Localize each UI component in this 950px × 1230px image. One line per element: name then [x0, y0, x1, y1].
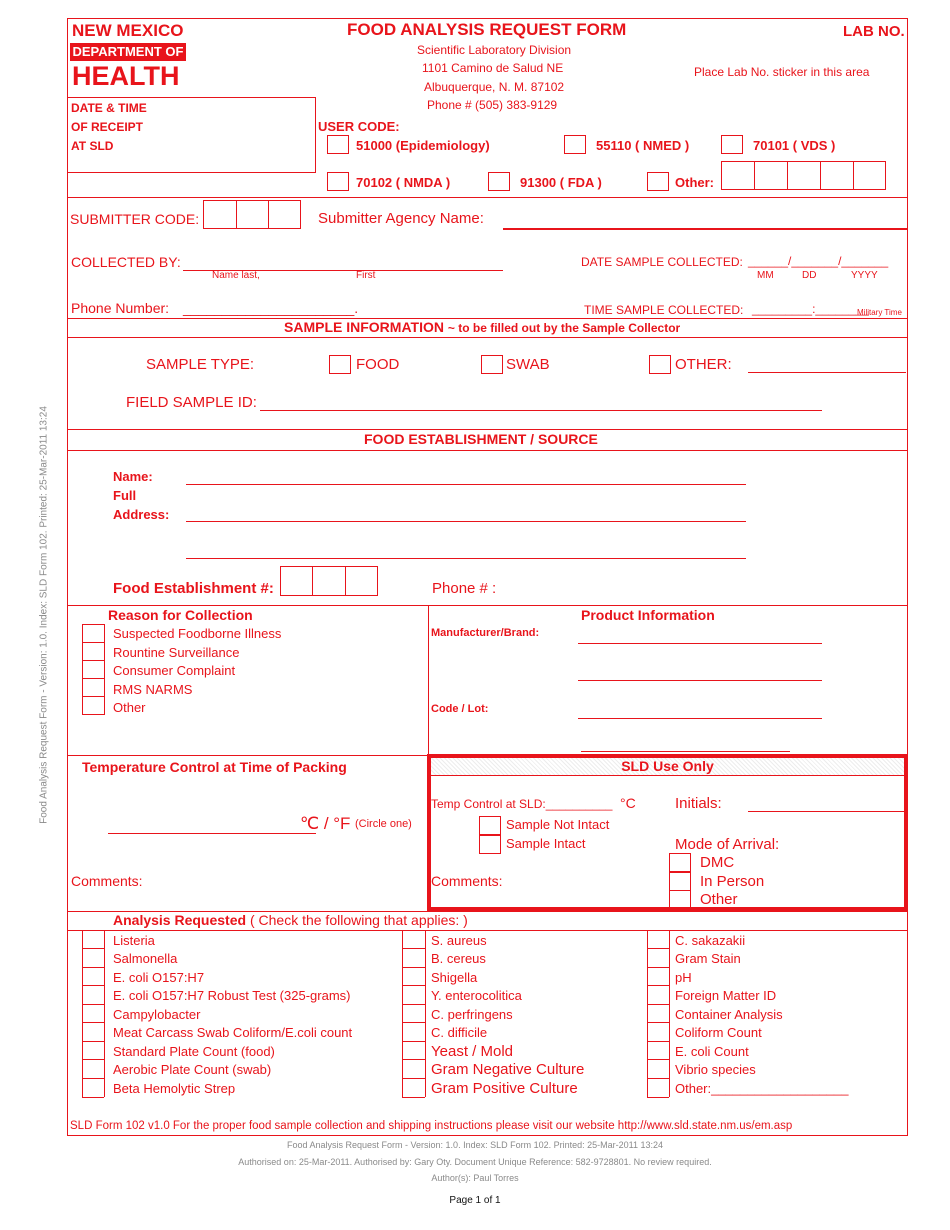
- date-collected-input[interactable]: ______/_______/_______: [748, 254, 889, 268]
- submitter-code-label: SUBMITTER CODE:: [70, 211, 200, 227]
- division-name: Scientific Laboratory Division: [417, 43, 572, 57]
- time-collected-input[interactable]: _________:________: [752, 302, 869, 316]
- name-last-hint: Name last,: [212, 270, 260, 281]
- analysis-option: Salmonella: [113, 951, 178, 966]
- analysis-option: Y. enterocolitica: [431, 988, 522, 1003]
- sample-type-other-checkbox[interactable]: [649, 355, 671, 374]
- temperature-heading: Temperature Control at Time of Packing: [82, 759, 347, 775]
- sample-info-subtitle: ~ to be filled out by the Sample Collector: [447, 321, 681, 335]
- phone-number-input[interactable]: ______________________.: [183, 300, 359, 316]
- address-line2: Albuquerque, N. M. 87102: [424, 80, 565, 94]
- analysis-option: C. difficile: [431, 1025, 488, 1040]
- collected-by-label: COLLECTED BY:: [71, 254, 181, 270]
- establishment-address-input-2[interactable]: [186, 558, 746, 559]
- submitter-agency-input[interactable]: [503, 228, 908, 230]
- phone-number-label: Phone Number:: [71, 300, 170, 316]
- print-meta: Food Analysis Request Form - Version: 1.0. Index: SLD Form 102. Printed: 25-Mar-2011 13:24: [286, 1140, 664, 1150]
- user-code-51000-checkbox[interactable]: [327, 135, 349, 154]
- sld-initials-label: Initials:: [675, 795, 722, 812]
- code-lot-input-2[interactable]: [581, 751, 790, 752]
- analysis-subtitle: ( Check the following that applies: ): [249, 912, 468, 928]
- analysis-option: Listeria: [113, 933, 155, 948]
- product-heading: Product Information: [581, 607, 715, 623]
- user-code-70101-label: 70101 ( VDS ): [753, 138, 836, 153]
- reason-checkbox-3[interactable]: [82, 660, 105, 679]
- mode-other-label: Other: [700, 891, 738, 908]
- state-name: NEW MEXICO: [72, 21, 184, 40]
- sample-type-other-input[interactable]: [748, 372, 906, 373]
- manufacturer-input[interactable]: [578, 643, 822, 644]
- reason-item: Rountine Surveillance: [113, 645, 240, 660]
- page-number: Page 1 of 1: [449, 1195, 501, 1206]
- analysis-option: Other:___________________: [675, 1081, 849, 1096]
- user-code-other-field[interactable]: [721, 161, 886, 190]
- temperature-units[interactable]: ℃ / °F: [300, 814, 351, 833]
- mode-in-person-checkbox[interactable]: [669, 872, 691, 891]
- sample-not-intact-label: Sample Not Intact: [506, 817, 610, 832]
- reason-item: Suspected Foodborne Illness: [113, 626, 282, 641]
- temperature-comments-label: Comments:: [71, 873, 143, 889]
- sample-info-heading: [284, 319, 680, 335]
- mode-other-checkbox[interactable]: [669, 890, 691, 909]
- mode-of-arrival-label: Mode of Arrival:: [675, 836, 780, 853]
- military-time-hint: Military Time: [857, 308, 902, 317]
- sample-type-swab-checkbox[interactable]: [481, 355, 503, 374]
- receipt-line2: OF RECEIPT: [71, 120, 144, 134]
- field-sample-id-label: FIELD SAMPLE ID:: [126, 394, 257, 411]
- analysis-option: Foreign Matter ID: [675, 988, 777, 1003]
- establishment-heading: FOOD ESTABLISHMENT / SOURCE: [364, 431, 598, 447]
- user-code-70102-checkbox[interactable]: [327, 172, 349, 191]
- analysis-option: Standard Plate Count (food): [113, 1044, 275, 1059]
- temperature-input[interactable]: [108, 833, 316, 834]
- mm-hint: MM: [757, 270, 774, 281]
- sample-info-title: SAMPLE INFORMATION: [284, 319, 444, 335]
- analysis-option: C. perfringens: [431, 1007, 513, 1022]
- user-code-other-label: Other:: [675, 175, 714, 190]
- receipt-line3: AT SLD: [71, 139, 114, 153]
- sample-type-swab-label: SWAB: [506, 356, 550, 373]
- sld-comments-label: Comments:: [431, 873, 503, 889]
- submitter-code-field[interactable]: [203, 200, 301, 229]
- form-footer-line: SLD Form 102 v1.0 For the proper food sample collection and shipping instructions please visit our website http://www.sld.state.nm.us/em.asp: [70, 1120, 793, 1132]
- analysis-option: Campylobacter: [113, 1007, 201, 1022]
- author-meta: Author(s): Paul Torres: [431, 1173, 519, 1183]
- reason-checkbox-4[interactable]: [82, 678, 105, 697]
- reason-item: Other: [113, 700, 146, 715]
- user-code-91300-checkbox[interactable]: [488, 172, 510, 191]
- reason-heading: Reason for Collection: [108, 607, 253, 623]
- analysis-heading: [113, 912, 468, 928]
- reason-checkbox-1[interactable]: [82, 624, 105, 643]
- establishment-phone-label: Phone # :: [432, 580, 497, 597]
- temperature-circle-hint: (Circle one): [355, 818, 412, 830]
- user-code-91300-label: 91300 ( FDA ): [520, 175, 602, 190]
- analysis-option: C. sakazakii: [675, 933, 746, 948]
- analysis-option: S. aureus: [431, 933, 487, 948]
- analysis-option: Beta Hemolytic Strep: [113, 1081, 236, 1096]
- side-print-info: Food Analysis Request Form - Version: 1.0. Index: SLD Form 102. Printed: 25-Mar-2011 13:24: [38, 406, 50, 824]
- field-sample-id-input[interactable]: [260, 410, 822, 411]
- sample-not-intact-checkbox[interactable]: [479, 816, 501, 835]
- analysis-option: Meat Carcass Swab Coliform/E.coli count: [113, 1025, 353, 1040]
- user-code-51000-label: 51000 (Epidemiology): [356, 138, 490, 153]
- establishment-name-label: Name:: [113, 469, 153, 484]
- analysis-option: Yeast / Mold: [431, 1043, 513, 1060]
- analysis-option: B. cereus: [431, 951, 486, 966]
- lab-phone: Phone # (505) 383-9129: [427, 98, 558, 112]
- analysis-option: Gram Positive Culture: [431, 1080, 578, 1097]
- analysis-title: Analysis Requested: [113, 912, 247, 928]
- sld-temp-label[interactable]: Temp Control at SLD:__________: [431, 797, 613, 811]
- reason-checkbox-5[interactable]: [82, 696, 105, 715]
- user-code-55110-label: 55110 ( NMED ): [596, 138, 690, 153]
- reason-item: Consumer Complaint: [113, 663, 236, 678]
- analysis-option: Coliform Count: [675, 1025, 762, 1040]
- department-label: DEPARTMENT OF: [70, 43, 186, 61]
- sample-type-other-label: OTHER:: [675, 356, 732, 373]
- sld-temp-unit: °C: [620, 795, 636, 811]
- analysis-option: Vibrio species: [675, 1062, 756, 1077]
- date-collected-label: DATE SAMPLE COLLECTED:: [581, 255, 743, 269]
- reason-item: RMS NARMS: [113, 682, 193, 697]
- establishment-address-input[interactable]: [186, 521, 746, 522]
- analysis-option: Gram Stain: [675, 951, 741, 966]
- authorisation-meta: Authorised on: 25-Mar-2011. Authorised by: Gary Oty. Document Unique Reference: 582-9728801. No review required.: [238, 1157, 712, 1167]
- analysis-option: Gram Negative Culture: [431, 1061, 585, 1078]
- establishment-number-label: Food Establishment #:: [113, 580, 274, 597]
- health-label: HEALTH: [72, 61, 180, 91]
- code-lot-input[interactable]: [578, 718, 822, 719]
- establishment-address-label: Address:: [113, 507, 170, 522]
- manufacturer-label: Manufacturer/Brand:: [431, 627, 540, 639]
- sample-intact-checkbox[interactable]: [479, 835, 501, 854]
- analysis-option: Shigella: [431, 970, 478, 985]
- mode-dmc-label: DMC: [700, 854, 735, 871]
- address-line1: 1101 Camino de Salud NE: [422, 61, 564, 75]
- establishment-name-input[interactable]: [186, 484, 746, 485]
- establishment-number-field[interactable]: [280, 566, 378, 596]
- dd-hint: DD: [802, 270, 817, 281]
- user-code-70101-checkbox[interactable]: [721, 135, 743, 154]
- user-code-55110-checkbox[interactable]: [564, 135, 586, 154]
- sld-initials-input[interactable]: [748, 811, 906, 812]
- analysis-option: pH: [675, 970, 692, 985]
- form-title: FOOD ANALYSIS REQUEST FORM: [347, 20, 627, 39]
- analysis-option: Container Analysis: [675, 1007, 783, 1022]
- analysis-option: E. coli Count: [675, 1044, 749, 1059]
- analysis-option: E. coli O157:H7: [113, 970, 205, 985]
- analysis-option: E. coli O157:H7 Robust Test (325-grams): [113, 988, 351, 1003]
- mode-dmc-checkbox[interactable]: [669, 853, 691, 872]
- user-code-other-checkbox[interactable]: [647, 172, 669, 191]
- sample-type-food-checkbox[interactable]: [329, 355, 351, 374]
- mode-in-person-label: In Person: [700, 873, 765, 890]
- user-code-70102-label: 70102 ( NMDA ): [356, 175, 451, 190]
- user-code-label: USER CODE:: [318, 119, 400, 134]
- establishment-full-label: Full: [113, 488, 137, 503]
- sample-type-food-label: FOOD: [356, 356, 400, 373]
- manufacturer-input-2[interactable]: [578, 680, 822, 681]
- time-collected-label: TIME SAMPLE COLLECTED:: [584, 303, 744, 317]
- sample-intact-label: Sample Intact: [506, 836, 586, 851]
- lab-no-label: LAB NO.: [843, 23, 905, 40]
- sticker-note: Place Lab No. sticker in this area: [694, 65, 870, 79]
- yyyy-hint: YYYY: [851, 270, 878, 281]
- sample-type-label: SAMPLE TYPE:: [146, 356, 255, 373]
- first-name-hint: First: [356, 270, 376, 281]
- submitter-agency-label: Submitter Agency Name:: [318, 210, 484, 227]
- sld-heading: SLD Use Only: [431, 758, 904, 775]
- code-lot-label: Code / Lot:: [431, 703, 489, 715]
- analysis-option: Aerobic Plate Count (swab): [113, 1062, 272, 1077]
- receipt-line1: DATE & TIME: [71, 101, 147, 115]
- reason-checkbox-2[interactable]: [82, 642, 105, 661]
